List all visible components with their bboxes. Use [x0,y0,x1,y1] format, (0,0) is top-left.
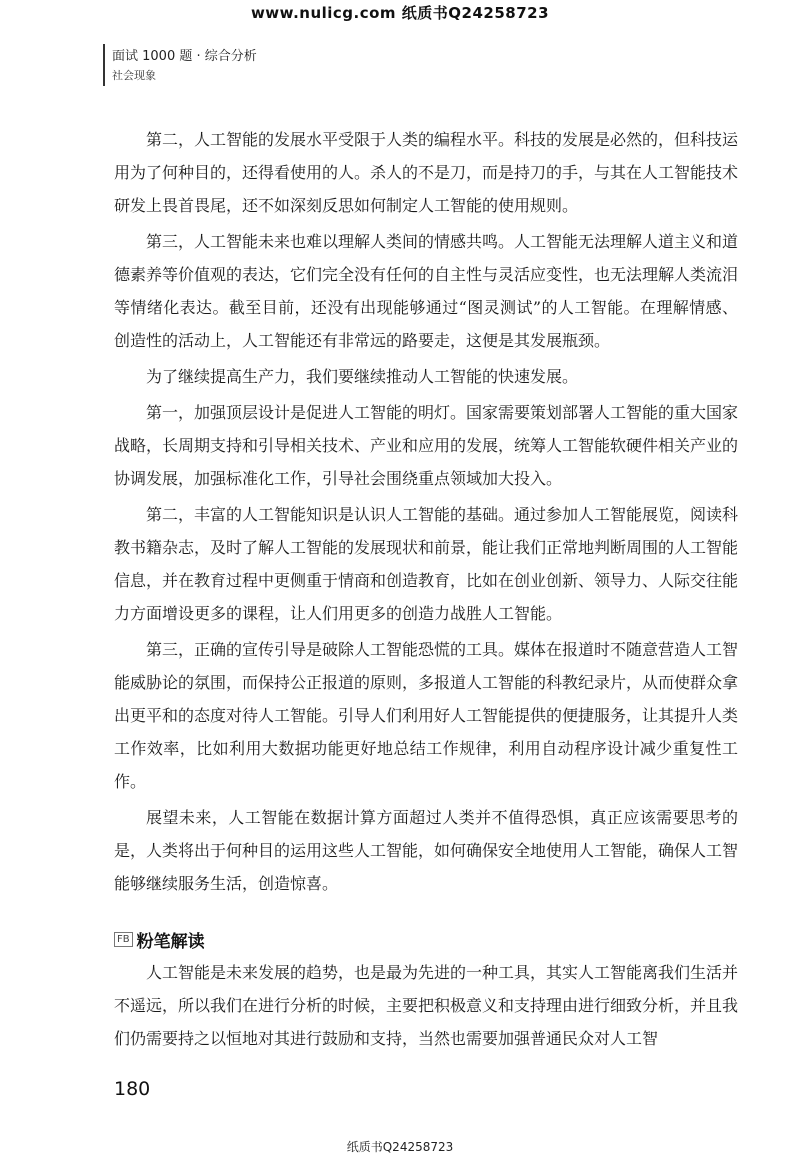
bottom-watermark: 纸质书Q24258723 [346,1140,454,1154]
section-title: 粉笔解读 [136,931,205,952]
paragraph: 展望未来，人工智能在数据计算方面超过人类并不值得恐惧，真正应该需要思考的是，人类将出于何种目的运用这些人工智能，如何确保安全地使用人工智能，确保人工智能够继续服务生活，创造惊喜。 [114,808,739,893]
paragraph: 为了继续提高生产力，我们要继续推动人工智能的快速发展。 [146,367,579,386]
paragraph: 第二，丰富的人工智能知识是认识人工智能的基础。通过参加人工智能展览，阅读科教书籍杂志，及时了解人工智能的发展现状和前景，能让我们正常地判断周围的人工智能信息，并在教育过程中更侧重于情商和创造教育，比如在创业创新、领导力、人际交往能力方面增设更多的课程，让人们用更多的创造力战胜人工智能。 [114,505,739,623]
paragraph: 第一，加强顶层设计是促进人工智能的明灯。国家需要策划部署人工智能的重大国家战略，长周期支持和引导相关技术、产业和应用的发展，统筹人工智能软硬件相关产业的协调发展，加强标准化工作，引导社会围绕重点领域加大投入。 [114,403,739,488]
section-marker-icon: FB [114,932,133,947]
main-body [114,123,738,903]
paragraph: 第三，人工智能未来也难以理解人类间的情感共鸣。人工智能无法理解人道主义和道德素养等价值观的表达，它们完全没有任何的自主性与灵活应变性，也无法理解人类流泪等情绪化表达。截至目前，还没有出现能够通过“图灵测试”的人工智能。在理解情感、创造性的活动上，人工智能还有非常远的路要走，这便是其发展瓶颈。 [114,232,739,350]
paragraph: 人工智能是未来发展的趋势，也是最为先进的一种工具，其实人工智能离我们生活并不遥远，所以我们在进行分析的时候，主要把积极意义和支持理由进行细致分析，并且我们仍需要持之以恒地对其进行鼓励和支持，当然也需要加强普通民众对人工智 [114,963,739,1048]
header-divider [103,44,105,86]
book-title: 面试 1000 题 · 综合分析 [112,49,257,64]
section-heading [114,924,738,954]
paragraph: 第二，人工智能的发展水平受限于人类的编程水平。科技的发展是必然的，但科技运用为了何种目的，还得看使用的人。杀人的不是刀，而是持刀的手，与其在人工智能技术研发上畏首畏尾，还不如深刻反思如何制定人工智能的使用规则。 [114,130,739,215]
chapter-subtitle: 社会现象 [112,69,156,82]
analysis-section [114,924,738,1058]
paragraph: 第三，正确的宣传引导是破除人工智能恐慌的工具。媒体在报道时不随意营造人工智能威胁论的氛围，而保持公正报道的原则，多报道人工智能的科教纪录片，从而使群众拿出更平和的态度对待人工智能。引导人们利用好人工智能提供的便捷服务，让其提升人类工作效率，比如利用大数据功能更好地总结工作规律，利用自动程序设计减少重复性工作。 [114,640,739,791]
page-number: 180 [114,1078,151,1100]
top-watermark: www.nulicg.com 纸质书Q24258723 [250,4,550,22]
